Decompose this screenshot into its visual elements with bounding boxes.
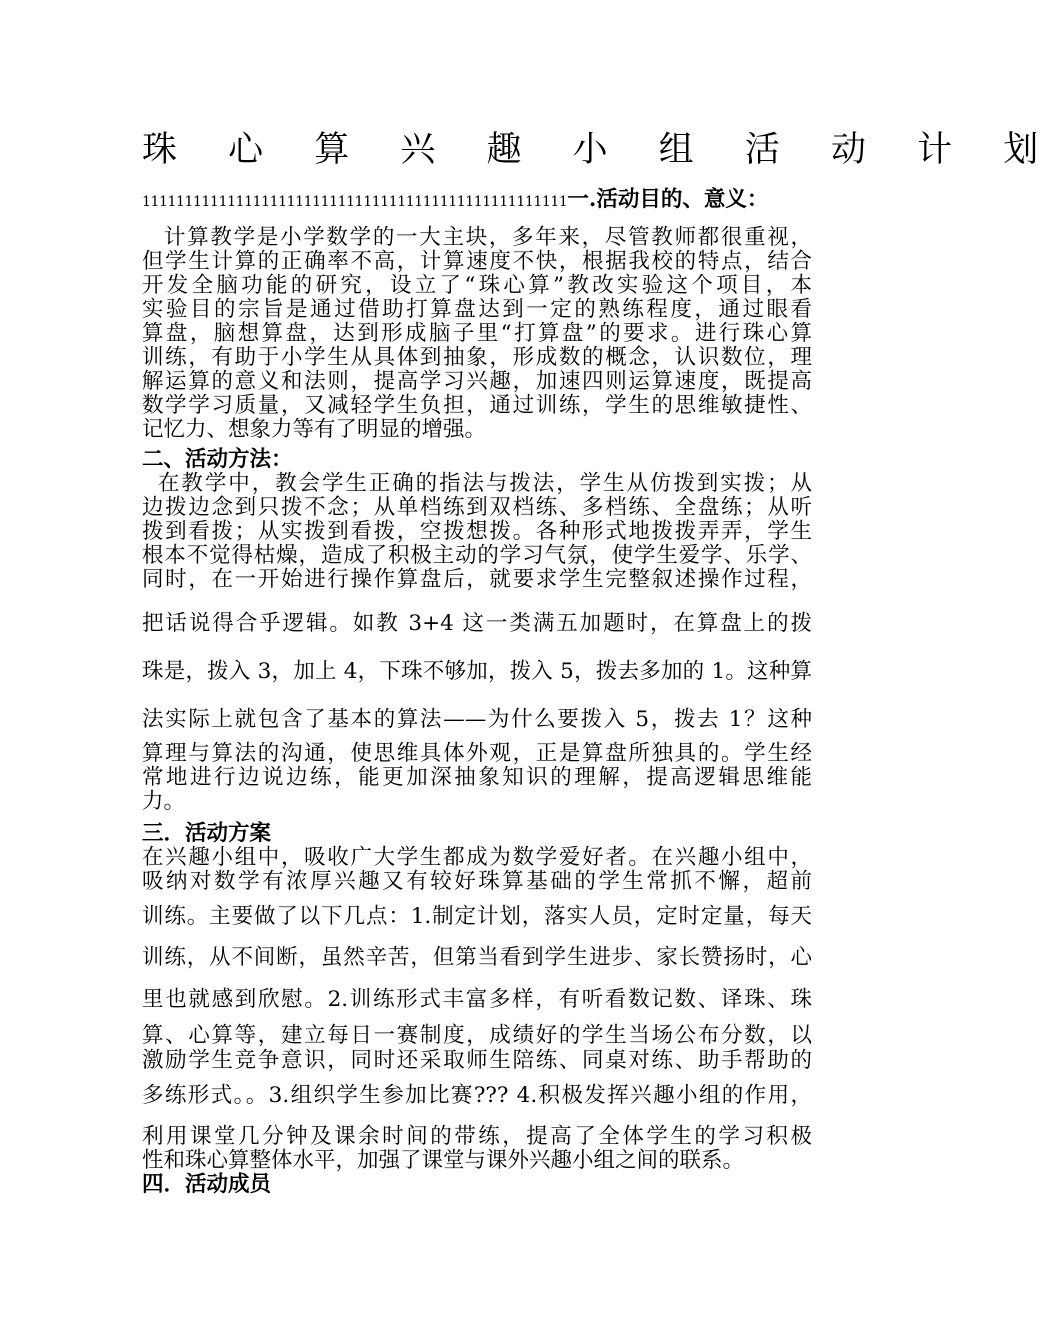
- section-2-line-3: 拨到看拨；从实拨到看拨，空拨想拨。各种形式地拨拨弄弄，学生: [142, 519, 812, 544]
- section-2-line-9: 算理与算法的沟通，使思维具体外观，正是算盘所独具的。学生经: [142, 741, 812, 766]
- section-1-heading: 一.活动目的、意义：: [567, 187, 769, 212]
- section-3-heading: 三．活动方案: [142, 821, 272, 846]
- section-1-line-5: 算盘，脑想算盘，达到形成脑子里“打算盘”的要求。进行珠心算: [142, 321, 812, 346]
- section-1-line-8: 数学学习质量，又减轻学生负担，通过训练，学生的思维敏捷性、: [142, 393, 812, 418]
- section-2-line-10: 常地进行边说边练，能更加深抽象知识的理解，提高逻辑思维能: [142, 765, 812, 790]
- section-1-line-2: 但学生计算的正确率不高，计算速度不快，根据我校的特点，结合: [142, 249, 812, 274]
- section-3-line-4: 训练，从不间断，虽然辛苦，但第当看到学生进步、家长赞扬时，心: [142, 945, 812, 970]
- section-3-line-9: 利用课堂几分钟及课余时间的带练，提高了全体学生的学习积极: [142, 1124, 812, 1149]
- section-3-line-1: 在兴趣小组中，吸收广大学生都成为数学爱好者。在兴趣小组中，: [142, 845, 812, 870]
- section-3-line-3: 训练。主要做了以下几点：1.制定计划，落实人员，定时定量，每天: [142, 904, 812, 929]
- section-2-line-6: 把话说得合乎逻辑。如教 3+4 这一类满五加题时，在算盘上的拨: [142, 611, 812, 636]
- section-2-line-4: 根本不觉得枯燥，造成了积极主动的学习气氛，使学生爱学、乐学、: [142, 543, 812, 568]
- section-1-line-4: 实验目的宗旨是通过借助打算盘达到一定的熟练程度，通过眼看: [142, 297, 812, 322]
- section-2-heading: 二、活动方法：: [142, 447, 293, 472]
- section-4-heading: 四．活动成员: [142, 1172, 272, 1197]
- document-title: 珠 心 算 兴 趣 小 组 活 动 计 划: [142, 130, 1058, 170]
- section-3-line-6: 算、心算等，建立每日一赛制度，成绩好的学生当场公布分数，以: [142, 1023, 812, 1048]
- section-3-line-10: 性和珠心算整体水平，加强了课堂与课外兴趣小组之间的联系。: [142, 1148, 745, 1173]
- section-1-line-3: 开发全脑功能的研究，设立了“珠心算”教改实验这个项目，本: [142, 273, 812, 298]
- section-2-line-2: 边拨边念到只拨不念；从单档练到双档练、多档练、全盘练；从听: [142, 495, 812, 520]
- section-1-line-9: 记忆力、想象力等有了明显的增强。: [142, 417, 487, 442]
- section-1-line-7: 解运算的意义和法则，提高学习兴趣，加速四则运算速度，既提高: [142, 369, 812, 394]
- section-3-line-8: 多练形式。。3.组织学生参加比赛??? 4.积极发挥兴趣小组的作用，: [142, 1083, 812, 1108]
- section-1-heading-row: [142, 188, 812, 214]
- section-3-line-7: 激励学生竞争意识，同时还采取师生陪练、同桌对练、助手帮助的: [142, 1048, 812, 1073]
- section-2-line-8: 法实际上就包含了基本的算法——为什么要拨入 5，拨去 1？这种: [142, 707, 812, 732]
- section-2-line-11: 力。: [142, 789, 186, 814]
- ones-prefix: 11111111111111111111111111111111111111111111111111: [142, 194, 568, 210]
- section-1-line-1: 计算教学是小学数学的一大主块，多年来，尽管教师都很重视，: [164, 225, 812, 250]
- section-2-line-5: 同时，在一开始进行操作算盘后，就要求学生完整叙述操作过程，: [142, 567, 812, 592]
- section-3-line-2: 吸纳对数学有浓厚兴趣又有较好珠算基础的学生常抓不懈，超前: [142, 869, 812, 894]
- section-2-line-7: 珠是，拨入 3，加上 4，下珠不够加，拨入 5，拨去多加的 1。这种算: [142, 659, 812, 684]
- section-3-line-5: 里也就感到欣慰。2.训练形式丰富多样，有听看数记数、译珠、珠: [142, 987, 812, 1012]
- section-2-line-1: 在教学中，教会学生正确的指法与拨法，学生从仿拨到实拨；从: [158, 471, 812, 496]
- section-1-line-6: 训练，有助于小学生从具体到抽象，形成数的概念，认识数位，理: [142, 345, 812, 370]
